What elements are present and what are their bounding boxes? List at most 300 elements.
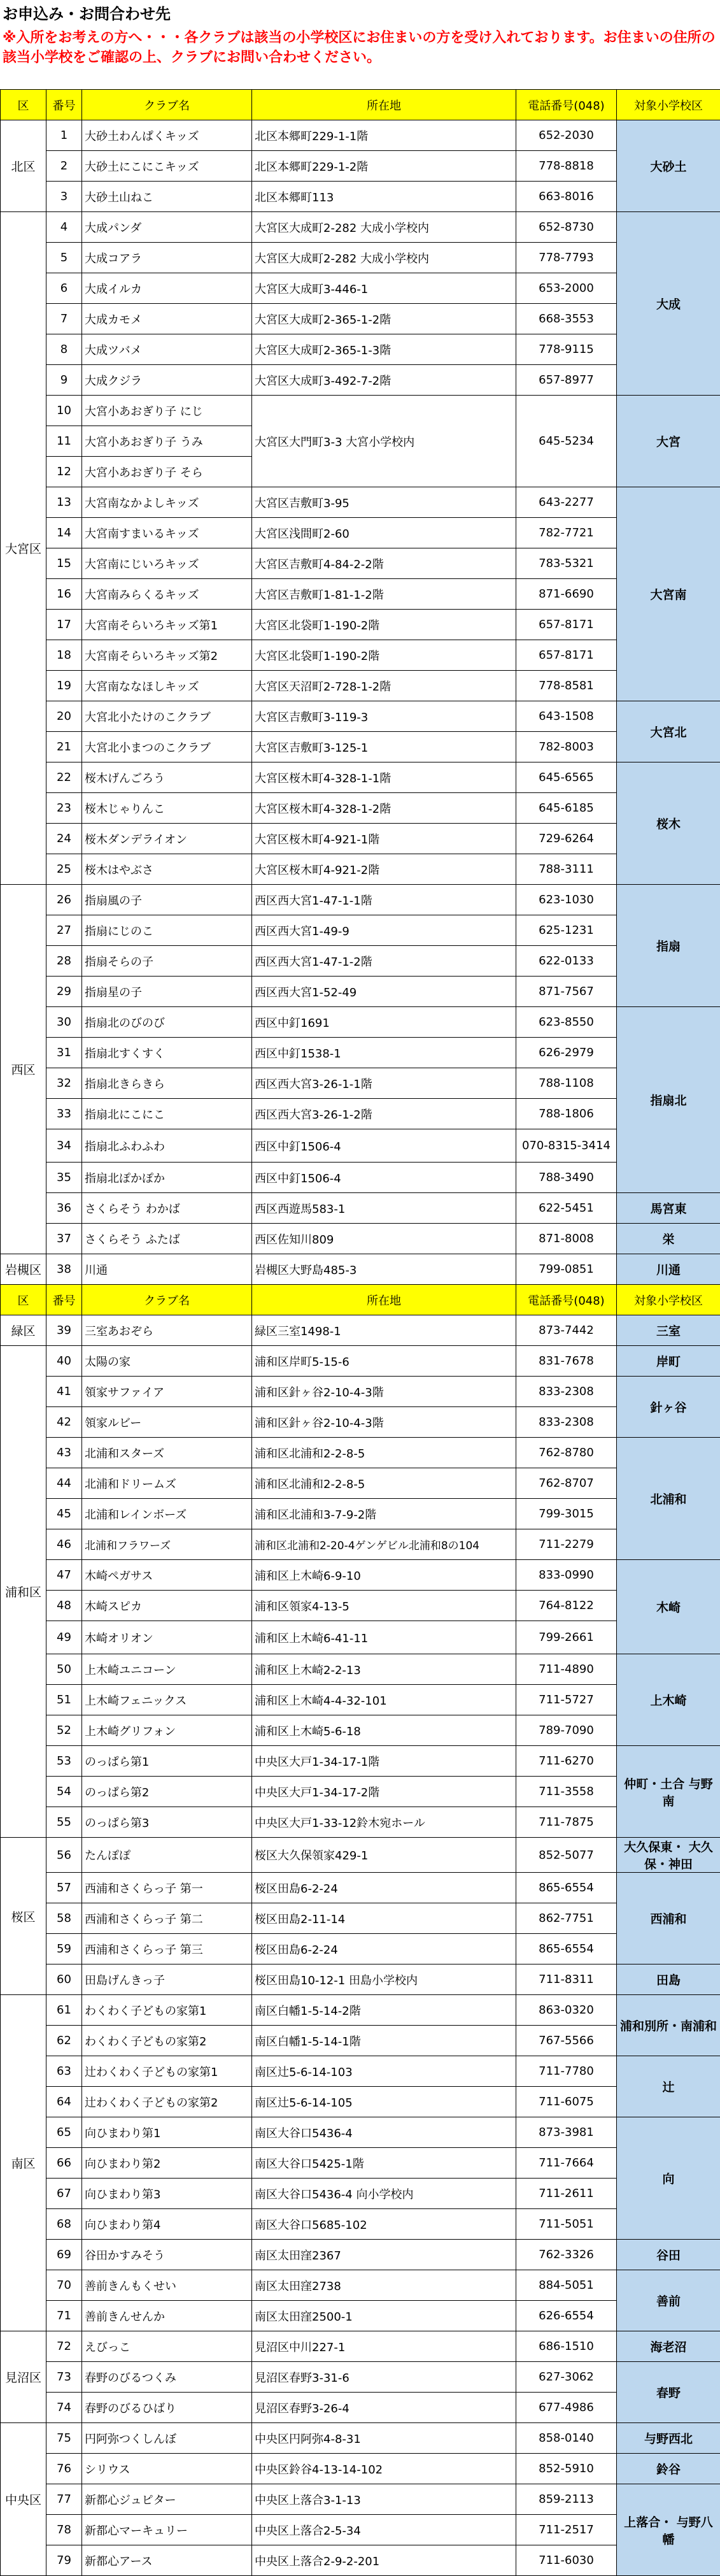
club-name-cell: のっぱら第1 [82,1746,252,1777]
club-name-cell: 向ひまわり第1 [82,2117,252,2148]
number-cell: 33 [46,1099,82,1129]
table-row [1,762,720,793]
club-name-cell: さくらそう わかば [82,1193,252,1224]
column-header: 番号 [46,90,82,120]
address-cell: 岩槻区大野島485-3 [252,1254,516,1285]
table-row [1,1346,720,1377]
address-cell: 西区西大宮3-26-1-2階 [252,1099,516,1129]
school-district-cell: 善前 [617,2270,720,2331]
address-cell: 浦和区北浦和2-20-4ゲンゲビル北浦和8の104 [252,1529,516,1560]
table-row [1,1315,720,1346]
table-row [1,2209,720,2240]
address-cell: 中央区上落合2-5-34 [252,2515,516,2545]
number-cell: 38 [46,1254,82,1285]
phone-cell: 663-8016 [516,182,617,212]
club-name-cell: 桜木ダンデライオン [82,824,252,854]
address-cell: 桜区田島2-11-14 [252,1903,516,1934]
table-row [1,1873,720,1903]
phone-cell: 623-8550 [516,1007,617,1038]
number-cell: 37 [46,1224,82,1254]
phone-cell: 833-2308 [516,1377,617,1407]
school-district-cell: 大久保東・ 大久保・神田 [617,1838,720,1873]
address-cell: 大宮区吉敷町3-119-3 [252,701,516,732]
number-cell: 27 [46,915,82,946]
club-name-cell: 大宮南ななほしキッズ [82,671,252,701]
notice-text: ※入所をお考えの方へ・・・各クラブは該当の小学校区にお住まいの方を受け入れております。お住まいの住所の該当小学校をご確認の上、クラブにお問い合わせください。 [0,28,720,89]
club-name-cell: 善前きんもくせい [82,2270,252,2301]
number-cell: 19 [46,671,82,701]
club-name-cell: 桜木はやぶさ [82,854,252,885]
address-cell: 緑区三室1498-1 [252,1315,516,1346]
table-row [1,243,720,273]
club-name-cell: のっぱら第3 [82,1807,252,1838]
phone-cell: 643-1508 [516,701,617,732]
address-cell: 浦和区北浦和2-2-8-5 [252,1438,516,1468]
number-cell: 49 [46,1621,82,1654]
address-cell: 大宮区天沼町2-728-1-2階 [252,671,516,701]
phone-cell: 862-7751 [516,1903,617,1934]
table-row [1,1099,720,1129]
number-cell: 75 [46,2423,82,2454]
number-cell: 10 [46,396,82,426]
phone-cell: 858-0140 [516,2423,617,2454]
address-cell: 大宮区大門町3-3 大宮小学校内 [252,396,516,487]
number-cell: 74 [46,2393,82,2423]
ward-cell: 桜区 [1,1838,46,1995]
phone-cell: 623-1030 [516,885,617,915]
ward-cell: 浦和区 [1,1346,46,1838]
phone-cell: 711-7780 [516,2056,617,2087]
table-row [1,1838,720,1873]
club-name-cell: 春野のびるつくみ [82,2362,252,2393]
table-row [1,273,720,304]
table-row [1,824,720,854]
phone-cell: 789-7090 [516,1715,617,1746]
club-name-cell: 新都心ジュピター [82,2484,252,2515]
club-name-cell: 領家ルビー [82,1407,252,1438]
ward-cell: 見沼区 [1,2331,46,2423]
address-cell: 大宮区桜木町4-921-2階 [252,854,516,885]
table-row [1,2270,720,2301]
school-district-cell: 向 [617,2117,720,2240]
table-row [1,1777,720,1807]
club-name-cell: 向ひまわり第2 [82,2148,252,2179]
club-name-cell: 大宮南にじいろキッズ [82,548,252,579]
number-cell: 56 [46,1838,82,1873]
address-cell: 桜区田島6-2-24 [252,1934,516,1964]
number-cell: 50 [46,1654,82,1685]
phone-cell: 668-3553 [516,304,617,334]
table-row [1,1621,720,1654]
club-name-cell: 大宮南すまいるキッズ [82,518,252,548]
phone-cell: 652-2030 [516,120,617,151]
number-cell: 57 [46,1873,82,1903]
number-cell: 28 [46,946,82,977]
club-name-cell: 大成ツバメ [82,334,252,365]
address-cell: 中央区円阿弥4-8-31 [252,2423,516,2454]
address-cell: 浦和区領家4-13-5 [252,1591,516,1621]
number-cell: 76 [46,2454,82,2484]
club-name-cell: 大成パンダ [82,212,252,243]
address-cell: 南区白幡1-5-14-2階 [252,1995,516,2026]
table-row [1,2515,720,2545]
address-cell: 西区西大宮1-52-49 [252,977,516,1007]
club-name-cell: 大宮北小たけのこクラブ [82,701,252,732]
table-row [1,212,720,243]
phone-cell: 643-2277 [516,487,617,518]
table-row [1,1746,720,1777]
phone-cell: 778-7793 [516,243,617,273]
club-name-cell: 領家サファイア [82,1377,252,1407]
school-district-cell: 北浦和 [617,1438,720,1560]
number-cell: 47 [46,1560,82,1591]
phone-cell: 762-8707 [516,1468,617,1499]
ward-cell: 中央区 [1,2423,46,2576]
club-name-cell: 上木崎グリフォン [82,1715,252,1746]
number-cell: 44 [46,1468,82,1499]
table-row [1,1407,720,1438]
table-row [1,579,720,610]
number-cell: 54 [46,1777,82,1807]
address-cell: 南区太田窪2500-1 [252,2301,516,2331]
phone-cell: 783-5321 [516,548,617,579]
club-name-cell: 大砂土にこにこキッズ [82,151,252,182]
address-cell: 中央区鈴谷4-13-14-102 [252,2454,516,2484]
table-row [1,2484,720,2515]
number-cell: 11 [46,426,82,457]
number-cell: 73 [46,2362,82,2393]
club-name-cell: 木崎スピカ [82,1591,252,1621]
number-cell: 13 [46,487,82,518]
ward-cell: 緑区 [1,1315,46,1346]
table-row [1,2087,720,2117]
school-district-cell: 春野 [617,2362,720,2423]
phone-cell: 711-6270 [516,1746,617,1777]
club-name-cell: 桜木げんごろう [82,762,252,793]
address-cell: 大宮区大成町2-365-1-3階 [252,334,516,365]
club-name-cell: 大宮北小まつのこクラブ [82,732,252,762]
address-cell: 南区大谷口5436-4 向小学校内 [252,2179,516,2209]
table-row [1,548,720,579]
club-name-cell: 北浦和フラワーズ [82,1529,252,1560]
club-name-cell: 辻わくわく子どもの家第1 [82,2056,252,2087]
club-name-cell: 指扇星の子 [82,977,252,1007]
address-cell: 見沼区春野3-26-4 [252,2393,516,2423]
number-cell: 6 [46,273,82,304]
address-cell: 西区西遊馬583-1 [252,1193,516,1224]
number-cell: 29 [46,977,82,1007]
school-district-cell: 岸町 [617,1346,720,1377]
number-cell: 60 [46,1964,82,1995]
club-name-cell: のっぱら第2 [82,1777,252,1807]
club-name-cell: 木崎オリオン [82,1621,252,1654]
number-cell: 78 [46,2515,82,2545]
table-row [1,885,720,915]
table-row [1,1129,720,1163]
table-row [1,1964,720,1995]
number-cell: 4 [46,212,82,243]
number-cell: 66 [46,2148,82,2179]
address-cell: 大宮区大成町3-492-7-2階 [252,365,516,396]
phone-cell: 831-7678 [516,1346,617,1377]
phone-cell: 627-3062 [516,2362,617,2393]
number-cell: 46 [46,1529,82,1560]
phone-cell: 788-1108 [516,1068,617,1099]
club-name-cell: 向ひまわり第4 [82,2209,252,2240]
phone-cell: 711-7875 [516,1807,617,1838]
table-row [1,1807,720,1838]
table-row [1,1438,720,1468]
address-cell: 南区辻5-6-14-105 [252,2087,516,2117]
table-row [1,2117,720,2148]
number-cell: 41 [46,1377,82,1407]
address-cell: 大宮区大成町2-365-1-2階 [252,304,516,334]
table-row [1,977,720,1007]
club-name-cell: シリウス [82,2454,252,2484]
school-district-cell: 谷田 [617,2240,720,2270]
number-cell: 62 [46,2026,82,2056]
table-row [1,182,720,212]
phone-cell: 788-3111 [516,854,617,885]
number-cell: 1 [46,120,82,151]
number-cell: 5 [46,243,82,273]
address-cell: 中央区大戸1-34-17-1階 [252,1746,516,1777]
number-cell: 17 [46,610,82,640]
school-district-cell: 上木崎 [617,1654,720,1746]
number-cell: 30 [46,1007,82,1038]
number-cell: 58 [46,1903,82,1934]
school-district-cell: 辻 [617,2056,720,2117]
table-row [1,1163,720,1193]
phone-cell: 711-6030 [516,2545,617,2576]
phone-cell: 677-4986 [516,2393,617,2423]
phone-cell: 778-8818 [516,151,617,182]
school-district-cell: 鈴谷 [617,2454,720,2484]
address-cell: 浦和区上木崎6-9-10 [252,1560,516,1591]
number-cell: 52 [46,1715,82,1746]
table-row [1,487,720,518]
table-row [1,1685,720,1715]
table-row [1,2148,720,2179]
club-name-cell: さくらそう ふたば [82,1224,252,1254]
address-cell: 中央区上落合2-9-2-201 [252,2545,516,2576]
phone-cell: 873-7442 [516,1315,617,1346]
number-cell: 15 [46,548,82,579]
address-cell: 大宮区吉敷町4-84-2-2階 [252,548,516,579]
school-district-cell: 大成 [617,212,720,396]
address-cell: 南区大谷口5685-102 [252,2209,516,2240]
club-name-cell: 上木崎ユニコーン [82,1654,252,1685]
phone-cell: 626-2979 [516,1038,617,1068]
phone-cell: 622-0133 [516,946,617,977]
club-name-cell: 指扇北ふわふわ [82,1129,252,1163]
address-cell: 浦和区上木崎5-6-18 [252,1715,516,1746]
column-header: 電話番号(048) [516,1285,617,1315]
address-cell: 桜区田島10-12-1 田島小学校内 [252,1964,516,1995]
club-name-cell: 北浦和スターズ [82,1438,252,1468]
club-name-cell: わくわく子どもの家第2 [82,2026,252,2056]
column-header: 区 [1,90,46,120]
table-row [1,2026,720,2056]
address-cell: 北区本郷町229-1-1階 [252,120,516,151]
table-row [1,2301,720,2331]
table-row [1,396,720,426]
number-cell: 79 [46,2545,82,2576]
club-table [0,89,720,2576]
club-name-cell: 大宮小あおぎり子 そら [82,457,252,487]
table-row [1,610,720,640]
table-row [1,120,720,151]
table-row [1,1468,720,1499]
club-name-cell: 指扇北きらきら [82,1068,252,1099]
phone-cell: 711-3558 [516,1777,617,1807]
phone-cell: 762-8780 [516,1438,617,1468]
number-cell: 48 [46,1591,82,1621]
address-cell: 大宮区浅間町2-60 [252,518,516,548]
phone-cell: 833-0990 [516,1560,617,1591]
club-name-cell: 指扇北のびのび [82,1007,252,1038]
number-cell: 23 [46,793,82,824]
table-row [1,304,720,334]
school-district-cell: 仲町・土合 与野南 [617,1746,720,1838]
school-district-cell: 田島 [617,1964,720,1995]
school-district-cell: 大宮 [617,396,720,487]
phone-cell: 871-8008 [516,1224,617,1254]
table-row [1,2240,720,2270]
address-cell: 西区佐知川809 [252,1224,516,1254]
phone-cell: 711-5727 [516,1685,617,1715]
phone-cell: 686-1510 [516,2331,617,2362]
table-row [1,1377,720,1407]
number-cell: 7 [46,304,82,334]
table-row [1,151,720,182]
club-name-cell: たんぽぽ [82,1838,252,1873]
number-cell: 31 [46,1038,82,1068]
club-name-cell: 新都心アース [82,2545,252,2576]
club-name-cell: 善前きんせんか [82,2301,252,2331]
school-district-cell: 与野西北 [617,2423,720,2454]
phone-cell: 833-2308 [516,1407,617,1438]
phone-cell: 788-1806 [516,1099,617,1129]
club-name-cell: 上木崎フェニックス [82,1685,252,1715]
address-cell: 南区太田窪2367 [252,2240,516,2270]
club-name-cell: 新都心マーキュリー [82,2515,252,2545]
number-cell: 68 [46,2209,82,2240]
table-row [1,640,720,671]
phone-cell: 625-1231 [516,915,617,946]
number-cell: 43 [46,1438,82,1468]
club-name-cell: 太陽の家 [82,1346,252,1377]
phone-cell: 711-7664 [516,2148,617,2179]
phone-cell: 799-3015 [516,1499,617,1529]
club-name-cell: 指扇北にこにこ [82,1099,252,1129]
number-cell: 12 [46,457,82,487]
phone-cell: 070-8315-3414 [516,1129,617,1163]
phone-cell: 711-4890 [516,1654,617,1685]
number-cell: 36 [46,1193,82,1224]
table-row [1,1254,720,1285]
table-row [1,1007,720,1038]
table-row [1,1224,720,1254]
club-name-cell: わくわく子どもの家第1 [82,1995,252,2026]
club-name-cell: 指扇そらの子 [82,946,252,977]
table-row [1,671,720,701]
address-cell: 大宮区桜木町4-328-1-2階 [252,793,516,824]
table-row [1,2331,720,2362]
number-cell: 71 [46,2301,82,2331]
club-name-cell: 指扇北すくすく [82,1038,252,1068]
number-cell: 61 [46,1995,82,2026]
address-cell: 中央区大戸1-34-17-2階 [252,1777,516,1807]
table-row [1,1038,720,1068]
address-cell: 大宮区吉敷町3-95 [252,487,516,518]
phone-cell: 645-5234 [516,396,617,487]
club-name-cell: 桜木じゃりんこ [82,793,252,824]
number-cell: 16 [46,579,82,610]
address-cell: 大宮区北袋町1-190-2階 [252,610,516,640]
number-cell: 45 [46,1499,82,1529]
phone-cell: 711-8311 [516,1964,617,1995]
phone-cell: 884-5051 [516,2270,617,2301]
phone-cell: 729-6264 [516,824,617,854]
table-row [1,793,720,824]
table-row [1,1903,720,1934]
school-district-cell: 上落合・ 与野八幡 [617,2484,720,2576]
club-name-cell: 大砂土わんぱくキッズ [82,120,252,151]
number-cell: 9 [46,365,82,396]
number-cell: 70 [46,2270,82,2301]
phone-cell: 859-2113 [516,2484,617,2515]
club-name-cell: 大成コアラ [82,243,252,273]
column-header: 所在地 [252,1285,516,1315]
table-row [1,1499,720,1529]
table-row [1,1193,720,1224]
club-name-cell: 木崎ペガサス [82,1560,252,1591]
number-cell: 8 [46,334,82,365]
address-cell: 西区西大宮1-47-1-1階 [252,885,516,915]
school-district-cell: 栄 [617,1224,720,1254]
number-cell: 25 [46,854,82,885]
page-title: お申込み・お問合わせ先 [0,0,720,28]
phone-cell: 711-5051 [516,2209,617,2240]
number-cell: 2 [46,151,82,182]
address-cell: 大宮区吉敷町1-81-1-2階 [252,579,516,610]
number-cell: 51 [46,1685,82,1715]
club-name-cell: 大砂土山ねこ [82,182,252,212]
number-cell: 18 [46,640,82,671]
address-cell: 浦和区上木崎4-4-32-101 [252,1685,516,1715]
club-name-cell: 西浦和さくらっ子 第三 [82,1934,252,1964]
club-name-cell: 北浦和レインボーズ [82,1499,252,1529]
address-cell: 浦和区針ヶ谷2-10-4-3階 [252,1377,516,1407]
number-cell: 40 [46,1346,82,1377]
school-district-cell: 西浦和 [617,1873,720,1964]
number-cell: 72 [46,2331,82,2362]
column-header: 所在地 [252,90,516,120]
number-cell: 39 [46,1315,82,1346]
table-row [1,915,720,946]
table-row [1,1654,720,1685]
school-district-cell: 大宮北 [617,701,720,762]
table-row [1,701,720,732]
table-row [1,2545,720,2576]
column-header: 区 [1,1285,46,1315]
address-cell: 南区太田窪2738 [252,2270,516,2301]
table-row [1,1995,720,2026]
club-name-cell: 西浦和さくらっ子 第一 [82,1873,252,1903]
number-cell: 26 [46,885,82,915]
club-name-cell: 円阿弥つくしんぼ [82,2423,252,2454]
